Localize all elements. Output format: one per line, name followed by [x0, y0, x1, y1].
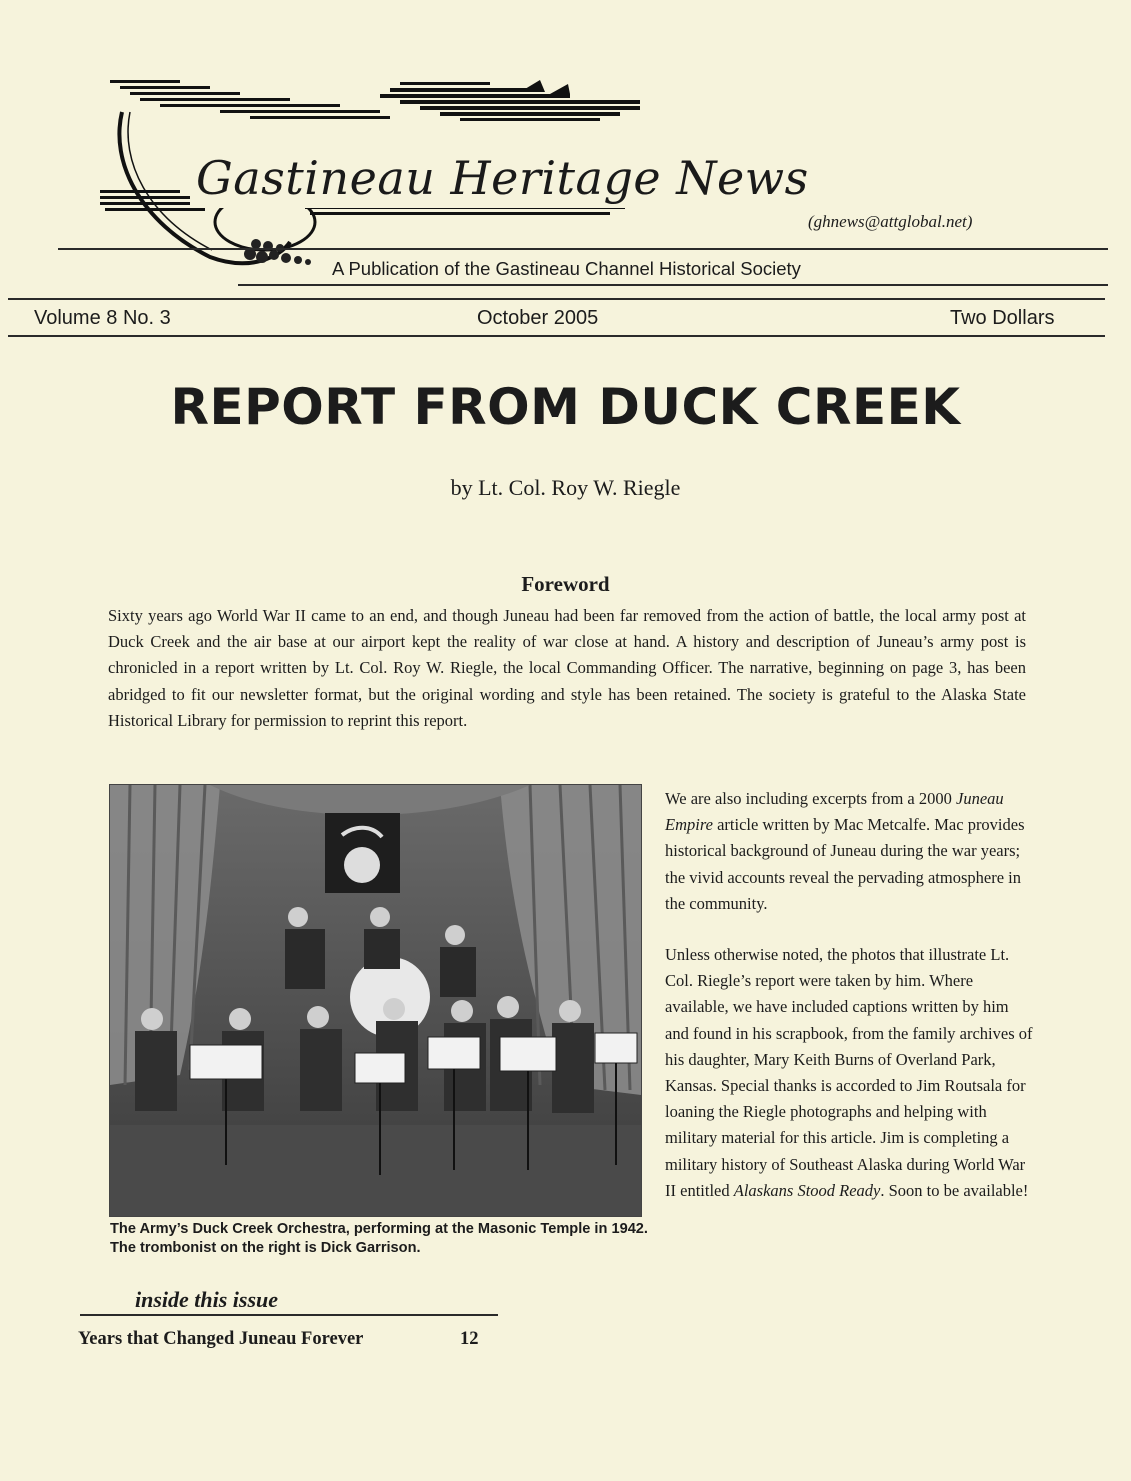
juneau-empire-title: Juneau Empire	[665, 789, 1004, 835]
article-headline: REPORT FROM DUCK CREEK	[170, 378, 961, 436]
issue-volume: Volume 8 No. 3	[34, 307, 171, 329]
issue-date: October 2005	[477, 307, 599, 329]
publication-line: A Publication of the Gastineau Channel Historical Society	[332, 258, 801, 279]
toc-item-title: Years that Changed Juneau Forever	[78, 1329, 364, 1349]
foreword-text: Sixty years ago World War II came to an end, and though Juneau had been far removed from the action of battle, the local army post at Duck Creek and the air base at our airport kept the reality of war close at hand. A history and description of Juneau’s army post is chronicled in a report written by Lt. Col. Roy W. Riegle, the local Commanding Officer. The narrative, beginning on page 3, has been abridged to fit our newsletter format, but the original wording and style has been retained. The society is grateful to the Alaska State Historical Library for permission to reprint this report.	[108, 606, 1026, 730]
excerpts-text-end: article written by Mac Metcalfe. Mac provides historical background of Juneau during the war years; the vivid accounts reveal the pervading atmosphere in the community.	[665, 815, 1025, 913]
alaskans-stood-ready-title: Alaskans Stood Ready	[733, 1180, 881, 1200]
photo-caption: The Army’s Duck Creek Orchestra, performing at the Masonic Temple in 1942. The trombonist on the right is Dick Garrison.	[110, 1221, 648, 1256]
inside-issue-heading: inside this issue	[135, 1287, 279, 1312]
masthead-email: (ghnews@attglobal.net)	[808, 212, 973, 231]
excerpts-text-start: We are also including excerpts from a 2000	[665, 789, 956, 808]
foreword-heading: Foreword	[521, 572, 610, 596]
photos-text-end: . Soon to be available!	[880, 1180, 1029, 1200]
intro-paragraph-excerpts	[665, 786, 1035, 917]
masthead-divider-lower	[238, 284, 1108, 286]
inside-issue-rule	[80, 1314, 498, 1316]
toc-item-page: 12	[460, 1329, 479, 1349]
issue-bar-bottom-rule	[8, 335, 1105, 337]
photos-text-start: Unless otherwise noted, the photos that illustrate Lt. Col. Riegle’s report were taken by him. Where available, we have included captions written by him and found in his scrapbook, from the family archives of his daughter, Mary Keith Burns of Overland Park, Kansas. Special thanks is accorded to Jim Routsala for loaning the Riegle photographs and helping with military material for this article. Jim is completing a military history of Southeast Alaska during World War II entitled	[665, 945, 1033, 1200]
article-byline: by Lt. Col. Roy W. Riegle	[450, 475, 681, 500]
issue-bar-top-rule	[8, 298, 1105, 300]
issue-price: Two Dollars	[950, 307, 1055, 329]
orchestra-photo	[109, 784, 642, 1217]
masthead-divider	[58, 248, 1108, 250]
masthead-title: Gastineau Heritage News	[190, 148, 815, 208]
intro-paragraph-photos	[665, 942, 1035, 1204]
